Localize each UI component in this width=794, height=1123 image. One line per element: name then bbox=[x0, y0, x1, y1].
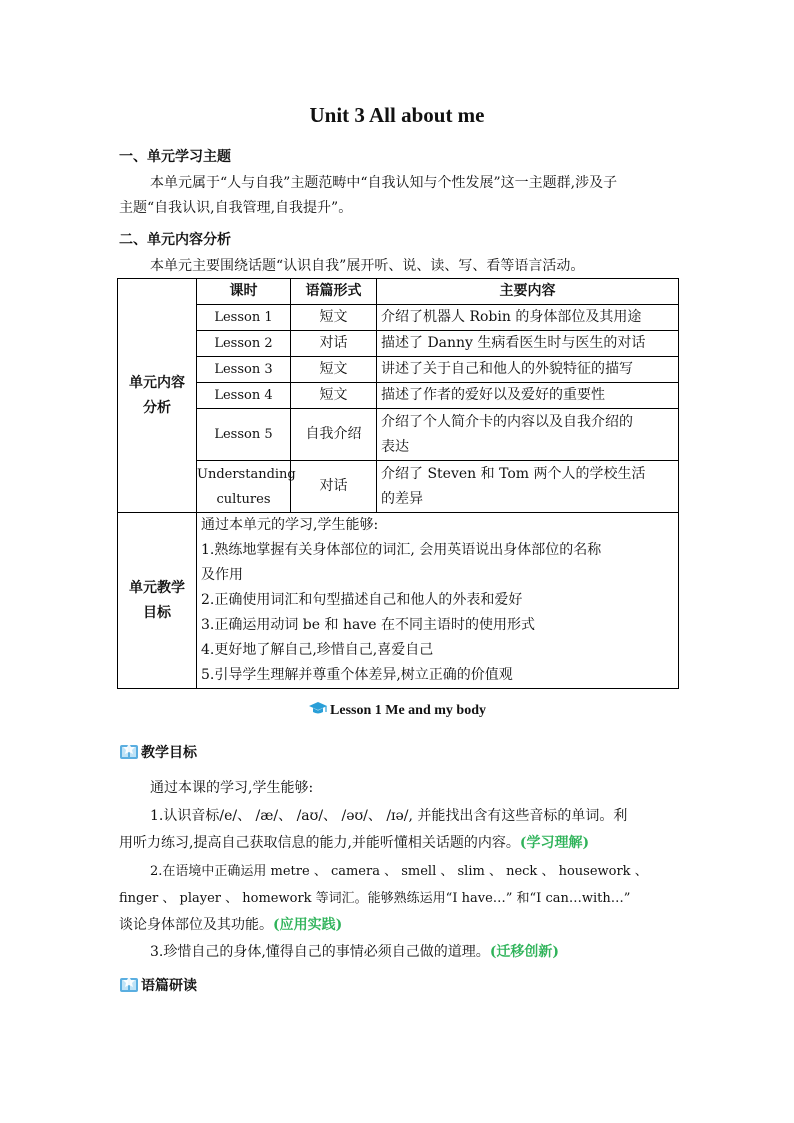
row-form: 对话 bbox=[291, 461, 377, 513]
row-form: 对话 bbox=[291, 331, 377, 357]
row-lesson: Lesson 5 bbox=[197, 409, 291, 461]
section2-heading: 二、单元内容分析 bbox=[119, 232, 231, 248]
row-content: 介绍了机器人 Robin 的身体部位及其用途 bbox=[377, 305, 679, 331]
table-row bbox=[118, 331, 679, 357]
row-lesson: Understanding cultures bbox=[197, 461, 291, 513]
section1-heading: 一、单元学习主题 bbox=[119, 149, 231, 165]
goal2-line2: finger 、 player 、 homework 等词汇。能够熟练运用“I have…” 和“I can…with…” bbox=[119, 891, 631, 906]
row-content: 介绍了 Steven 和 Tom 两个人的学校生活 的差异 bbox=[377, 461, 679, 513]
goal3-line1: 3.珍惜自己的身体,懂得自己的事情必须自己做的道理。(迁移创新) bbox=[150, 944, 560, 960]
goal-line: 及作用 bbox=[201, 567, 243, 583]
header-form: 语篇形式 bbox=[291, 279, 377, 305]
goal-line: 2.正确使用词汇和句型描述自己和他人的外表和爱好 bbox=[201, 592, 523, 608]
goal2-line1: 2.在语境中正确运用 metre 、 camera 、 smell 、 slim 、 neck 、 housework 、 bbox=[150, 864, 648, 879]
row-form: 短文 bbox=[291, 383, 377, 409]
section2-text: 本单元主要围绕话题“认识自我”展开听、说、读、写、看等语言活动。 bbox=[150, 258, 585, 274]
unit-goals bbox=[197, 513, 679, 689]
page-title: Unit 3 All about me bbox=[309, 103, 485, 127]
row-lesson: Lesson 2 bbox=[197, 331, 291, 357]
goal-line: 4.更好地了解自己,珍惜自己,喜爱自己 bbox=[201, 642, 434, 658]
table-row bbox=[118, 357, 679, 383]
lesson-heading: Lesson 1 Me and my body bbox=[0, 701, 794, 719]
teaching-goal-label: 单元教学 目标 bbox=[118, 513, 197, 689]
header-content: 主要内容 bbox=[377, 279, 679, 305]
unit-analysis-table bbox=[117, 278, 679, 689]
teaching-goals-intro: 通过本课的学习,学生能够: bbox=[150, 780, 314, 796]
goal-line: 1.熟练地掌握有关身体部位的词汇, 会用英语说出身体部位的名称 bbox=[201, 542, 602, 558]
row-content: 讲述了关于自己和他人的外貌特征的描写 bbox=[377, 357, 679, 383]
row-form: 自我介绍 bbox=[291, 409, 377, 461]
content-analysis-label: 单元内容 分析 bbox=[118, 279, 197, 513]
row-content: 介绍了个人简介卡的内容以及自我介绍的 表达 bbox=[377, 409, 679, 461]
section1-text-line2: 主题“自我认识,自我管理,自我提升”。 bbox=[119, 200, 353, 216]
row-form: 短文 bbox=[291, 357, 377, 383]
table-row bbox=[118, 305, 679, 331]
book-icon bbox=[119, 743, 139, 764]
goal3-tag: (迁移创新) bbox=[489, 944, 560, 960]
row-content: 描述了 Danny 生病看医生时与医生的对话 bbox=[377, 331, 679, 357]
teaching-goals-heading: 教学目标 bbox=[119, 742, 197, 764]
goal2-tag: (应用实践) bbox=[273, 917, 343, 933]
goal1-tag: (学习理解) bbox=[519, 835, 590, 851]
graduation-cap-icon bbox=[308, 701, 328, 717]
goal-line: 通过本单元的学习,学生能够: bbox=[201, 517, 379, 533]
row-form: 短文 bbox=[291, 305, 377, 331]
header-lesson: 课时 bbox=[197, 279, 291, 305]
book-icon bbox=[119, 976, 139, 997]
section1-text-line1: 本单元属于“人与自我”主题范畴中“自我认知与个性发展”这一主题群,涉及子 bbox=[150, 175, 618, 191]
table-row bbox=[118, 409, 679, 461]
row-lesson: Lesson 4 bbox=[197, 383, 291, 409]
row-content: 描述了作者的爱好以及爱好的重要性 bbox=[377, 383, 679, 409]
goal1-line2: 用听力练习,提高自己获取信息的能力,并能听懂相关话题的内容。(学习理解) bbox=[119, 835, 590, 851]
goal2-line3: 谈论身体部位及其功能。(应用实践) bbox=[119, 917, 343, 933]
table-row bbox=[118, 461, 679, 513]
row-lesson: Lesson 3 bbox=[197, 357, 291, 383]
goal-line: 5.引导学生理解并尊重个体差异,树立正确的价值观 bbox=[201, 667, 513, 683]
goal1-line1: 1.认识音标/e/、 /æ/、 /aʊ/、 /əʊ/、 /ɪə/, 并能找出含有这些音标的单词。利 bbox=[150, 808, 628, 824]
table-row bbox=[118, 383, 679, 409]
text-study-heading: 语篇研读 bbox=[119, 975, 197, 997]
goal-line: 3.正确运用动词 be 和 have 在不同主语时的使用形式 bbox=[201, 617, 535, 633]
row-lesson: Lesson 1 bbox=[197, 305, 291, 331]
